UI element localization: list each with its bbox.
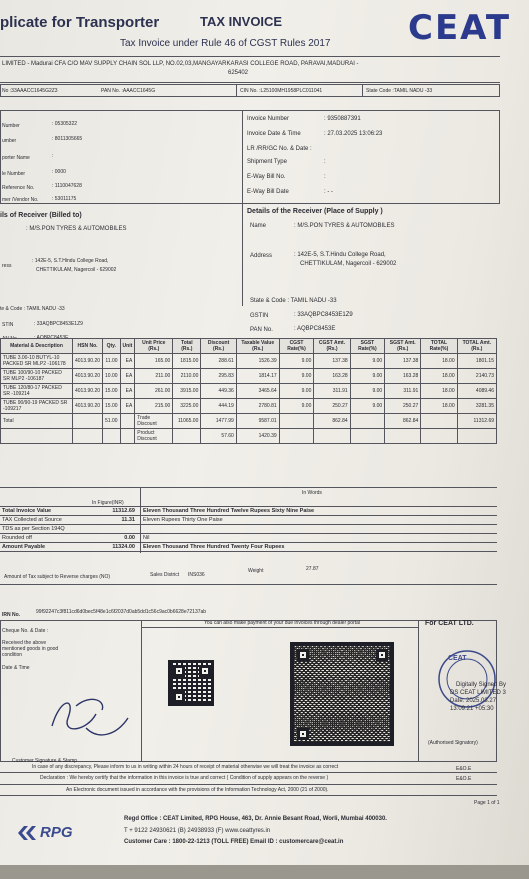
table-cell: 11.00 <box>103 354 121 369</box>
goods-received-note: Received the above mentioned goods in good condition <box>2 640 59 658</box>
customer-signature-label: Customer Signature & Stamp <box>12 758 78 764</box>
table-cell: 3915.00 <box>173 384 201 399</box>
table-cell: 9.00 <box>350 354 385 369</box>
amount-row <box>0 534 497 543</box>
signature-line: Digitally Signed By <box>456 682 507 688</box>
billed-address-line2: CHETTIKULAM, Nagercoil - 629002 <box>36 267 117 273</box>
qr-finder <box>199 665 211 677</box>
item-description: TUBE 90/90-19 PACKED SR -109217 <box>1 399 73 414</box>
column-header: Unit <box>120 339 135 354</box>
table-cell: 1815.00 <box>173 354 201 369</box>
table-cell: 3465.64 <box>236 384 279 399</box>
in-figure-label: In Figure(INR) <box>92 500 124 506</box>
meta-right-value: : <box>324 174 326 180</box>
invoice-date-time: : 27.03.2025 13:06:23 <box>324 131 383 137</box>
payment-note: You can also make payment of your due invoices through dealer portal <box>204 620 361 626</box>
amount-row <box>0 507 497 516</box>
phone-website: T + 9122 24930621 (B) 24938933 (F) www.ceattyres.in <box>124 828 271 834</box>
meta-left-value: : 0000 <box>52 169 66 175</box>
amount-row <box>0 543 497 552</box>
amount-figure: 0.00 <box>124 535 135 541</box>
meta-right-value: : <box>324 159 326 165</box>
irn-value: 99f92247c3f811cd6d0bec5f48e1c6f2037d0ab5dd1c56c9ac0b6628e72137ab <box>36 609 207 615</box>
supplier-pan-no: PAN No. :AAACC1645G <box>101 88 156 94</box>
eoe-note: E&O.E <box>456 776 472 782</box>
ship-address-line1: : 142E-5, S.T.Hindu College Road, <box>294 252 386 258</box>
ship-name: : M/S.PON TYRES & AUTOMOBILES <box>294 223 395 229</box>
amount-in-words: Eleven Rupees Thirty One Paise <box>143 517 223 523</box>
cheque-label: Cheque No. & Date : <box>2 628 49 634</box>
amount-in-words: Nil <box>143 535 150 541</box>
column-header: CGST Amt.(Rs.) <box>314 339 350 354</box>
column-header: TOTAL Amt.(Rs.) <box>457 339 496 354</box>
sales-district-value: INS036 <box>188 572 205 578</box>
page-number: Page 1 of 1 <box>474 800 500 806</box>
supplier-address-line2: 625402 <box>228 70 249 76</box>
amount-figure: 11324.00 <box>112 544 135 550</box>
meta-left-value: : 8011305665 <box>52 136 83 142</box>
table-cell: EA <box>120 399 135 414</box>
qr-finder <box>297 649 309 661</box>
ship-address-line2: CHETTIKULAM, Nagercoil - 629002 <box>300 261 397 267</box>
table-cell: 215.00 <box>135 399 173 414</box>
total-label: Total <box>1 414 73 429</box>
table-cell: 4013.90.20 <box>73 369 103 384</box>
divider <box>236 84 237 97</box>
meta-left-value: : <box>52 153 54 159</box>
declaration-note: Declaration : We hereby certify that the information in this invoice is true and correct ( Condition of supply appears on the reverse ) <box>40 775 329 781</box>
column-header: SGST Rate(%) <box>350 339 385 354</box>
signature-line: DS CEAT LIMITED 3 <box>450 690 506 696</box>
item-description: TUBE 3.00-10 BUTYL-10 PACKED SR MLP2 -106178 <box>1 354 73 369</box>
regd-office: Regd Office : CEAT Limited, RPG House, 463, Dr. Annie Besant Road, Worli, Mumbai 400030. <box>124 816 387 822</box>
meta-left-label: mer /Vendor No. <box>2 197 39 203</box>
billed-gstin-label: STIN <box>2 322 14 328</box>
document-type-title: TAX INVOICE <box>200 14 283 29</box>
billed-name: : M/S.PON TYRES & AUTOMOBILES <box>26 226 127 232</box>
table-cell: 295.83 <box>201 369 236 384</box>
discount-breakdown-row <box>1 429 497 444</box>
meta-left-value: : 53011175 <box>52 196 77 202</box>
column-header: HSN No. <box>73 339 103 354</box>
table-cell: 15.00 <box>103 384 121 399</box>
supplier-gst-no: No :33AAACC1645G2Z3 <box>2 88 58 94</box>
product-discount-label: Product Discount <box>135 429 173 444</box>
column-header: CGST Rate(%) <box>279 339 314 354</box>
column-header: Qty. <box>103 339 121 354</box>
meta-left-label: Number <box>2 123 20 129</box>
qr-finder <box>376 649 388 661</box>
table-cell: 4013.90.20 <box>73 354 103 369</box>
ship-pan-label: PAN No. <box>250 327 273 333</box>
table-cell: 1801.15 <box>457 354 496 369</box>
table-cell: 250.27 <box>385 399 421 414</box>
item-description: TUBE 100/90-10 PACKED SR MLP2 -106187 <box>1 369 73 384</box>
amount-label: Rounded off <box>2 535 32 541</box>
discrepancy-note: In case of any discrepancy, Please inform to us in writing within 24 hours of receipt of material otherwise we will treat the invoice as correct <box>32 764 339 770</box>
table-cell: 444.19 <box>201 399 236 414</box>
seal-brand: CEAT <box>448 655 467 662</box>
document-copy-label: plicate for Transporter <box>0 14 160 31</box>
meta-left-label: Reference No. <box>2 185 35 191</box>
in-words-label: In Words <box>302 490 322 496</box>
signature-line: Date: 2025.03.27 <box>450 698 497 704</box>
amount-row <box>0 525 497 534</box>
table-header-row <box>1 339 497 354</box>
divider <box>418 620 419 762</box>
column-header: SGST Amt.(Rs.) <box>385 339 421 354</box>
table-cell: 250.27 <box>314 399 350 414</box>
grand-total: 11312.69 <box>457 414 496 429</box>
supplier-address-line1: LIMITED - Madurai CFA C/O MAV SUPPLY CHAIN SOL LLP, NO.02,03,MANGAYARKARASI COLLEGE ROAD, PARAVAI,MADURAI - <box>2 61 359 67</box>
table-cell: 18.00 <box>421 354 457 369</box>
total-qty: 51.00 <box>103 414 121 429</box>
table-cell: 211.00 <box>135 369 173 384</box>
qr-finder <box>297 728 309 740</box>
table-cell: 9.00 <box>350 384 385 399</box>
table-total-row <box>1 414 497 429</box>
ship-name-label: Name <box>250 223 267 229</box>
table-cell: EA <box>120 369 135 384</box>
trade-discount-label: Trade Discount <box>135 414 173 429</box>
divider <box>0 56 500 57</box>
total-cgst: 862.84 <box>314 414 350 429</box>
for-ceat-label: For CEAT LTD. <box>425 620 474 627</box>
table-cell: 311.91 <box>314 384 350 399</box>
qr-finder <box>173 691 185 703</box>
amount-label: TDS as per Section 194Q <box>2 526 65 532</box>
column-header: TOTAL Rate(%) <box>421 339 457 354</box>
meta-left-label: umber <box>2 138 17 144</box>
table-cell: 137.38 <box>314 354 350 369</box>
weight-label: Weight <box>248 568 264 574</box>
ship-address-label: Address <box>250 253 273 259</box>
billed-gstin: : 33AQBPC8453E1Z9 <box>34 321 83 327</box>
meta-right-label: E-Way Bill Date <box>247 189 289 195</box>
amount-row <box>0 516 497 525</box>
table-cell: EA <box>120 384 135 399</box>
total-taxable: 9587.01 <box>236 414 279 429</box>
amount-in-words: Eleven Thousand Three Hundred Twelve Rupees Sixty Nine Paise <box>143 508 315 514</box>
table-cell: 9.00 <box>279 354 314 369</box>
date-time-label: Date & Time <box>2 665 30 671</box>
amount-figure: 11312.69 <box>112 508 135 514</box>
column-header: Total (Rs.) <box>173 339 201 354</box>
table-surface <box>0 865 529 879</box>
meta-right-label: Shipment Type <box>247 159 287 165</box>
total-sgst: 862.84 <box>385 414 421 429</box>
divider <box>0 584 497 585</box>
table-cell: 165.00 <box>135 354 173 369</box>
table-row <box>1 354 497 369</box>
table-cell: 311.91 <box>385 384 421 399</box>
customer-signature <box>46 688 136 748</box>
table-cell: 15.00 <box>103 399 121 414</box>
table-cell: 449.36 <box>201 384 236 399</box>
amount-label: TAX Collected at Source <box>2 517 62 523</box>
billed-state: te & Code : TAMIL NADU -33 <box>0 306 65 312</box>
meta-right-label: Invoice Date & Time <box>247 131 301 137</box>
divider <box>141 627 418 628</box>
meta-right-label: E-Way Bill No. <box>247 174 286 180</box>
table-cell: 4089.46 <box>457 384 496 399</box>
table-cell: 137.38 <box>385 354 421 369</box>
rpg-logo-text: RPG <box>40 824 73 841</box>
divider <box>0 795 497 796</box>
ship-gstin-label: GSTIN <box>250 313 269 319</box>
qr-finder <box>173 665 185 677</box>
column-header: Discount (Rs.) <box>201 339 236 354</box>
supplier-state-code: State Code :TAMIL NADU -33 <box>366 88 433 94</box>
total-amount: 11065.00 <box>173 414 201 429</box>
table-cell: 2780.81 <box>236 399 279 414</box>
invoice-number: : 9350887391 <box>324 116 361 122</box>
table-cell: 9.00 <box>350 399 385 414</box>
table-cell: 2140.73 <box>457 369 496 384</box>
table-cell: 10.00 <box>103 369 121 384</box>
meta-left-label: le Number <box>2 171 26 177</box>
table-cell: 2110.00 <box>173 369 201 384</box>
table-cell: 288.61 <box>201 354 236 369</box>
table-cell: 9.00 <box>279 369 314 384</box>
table-cell: 261.00 <box>135 384 173 399</box>
amount-label: Amount Payable <box>2 544 46 550</box>
table-cell: 163.28 <box>385 369 421 384</box>
divider <box>362 84 363 97</box>
meta-left-value: : 05305322 <box>52 121 78 127</box>
ship-gstin: : 33AQBPC8453E1Z9 <box>294 312 353 318</box>
qr-code-small <box>168 660 214 706</box>
ceat-logo: CEAT <box>408 8 512 48</box>
rpg-logo-mark <box>18 826 38 840</box>
table-cell: 18.00 <box>421 399 457 414</box>
table-row <box>1 384 497 399</box>
divider <box>0 487 497 488</box>
table-cell: 4013.90.20 <box>73 399 103 414</box>
divider <box>0 772 497 773</box>
product-discount-value: 1420.39 <box>236 429 279 444</box>
qr-code-signed-invoice <box>290 642 394 746</box>
divider <box>242 110 243 306</box>
table-cell: 1814.17 <box>236 369 279 384</box>
divider <box>0 784 497 785</box>
table-cell: EA <box>120 354 135 369</box>
meta-right-value: : - - <box>324 189 333 195</box>
table-cell: 9.00 <box>279 384 314 399</box>
column-header: Unit Price (Rs.) <box>135 339 173 354</box>
table-cell: 18.00 <box>421 369 457 384</box>
table-cell: 4013.90.20 <box>73 384 103 399</box>
meta-right-label: Invoice Number <box>247 116 290 122</box>
amount-figure: 11.31 <box>121 517 135 523</box>
billed-address-line1: : 142E-5, S.T.Hindu College Road, <box>32 258 109 264</box>
table-cell: 18.00 <box>421 384 457 399</box>
signature-line: 13:09:21 +05:30 <box>450 706 494 712</box>
table-cell: 163.28 <box>314 369 350 384</box>
document-subtitle: Tax Invoice under Rule 46 of CGST Rules 2017 <box>120 38 331 49</box>
divider <box>0 82 500 83</box>
electronic-document-note: An Electronic document issued in accordance with the provisions of the Information Technology Act, 2000 (21 of 2000). <box>66 787 329 793</box>
billed-to-heading: ils of Receiver (Billed to) <box>0 212 82 219</box>
customer-care: Customer Care : 1800-22-1213 (TOLL FREE) Email ID : customercare@ceat.in <box>124 839 344 845</box>
item-description: TUBE 120/80-17 PACKED SR -109214 <box>1 384 73 399</box>
amount-in-words: Eleven Thousand Three Hundred Twenty Four Rupees <box>143 544 285 550</box>
line-items-table <box>0 338 497 444</box>
sales-district-label: Sales District <box>150 572 180 578</box>
table-cell: 9.00 <box>350 369 385 384</box>
meta-right-label: LR /RR/GC No. & Date : <box>247 146 312 152</box>
table-cell: 9.00 <box>279 399 314 414</box>
meta-left-label: porter Name <box>2 155 30 161</box>
meta-left-value: : 1110047628 <box>52 183 82 189</box>
table-row <box>1 399 497 414</box>
total-discount: 1477.99 <box>201 414 236 429</box>
table-row <box>1 369 497 384</box>
eoe-note: E&O.E <box>456 766 472 772</box>
amount-label: Total Invoice Value <box>2 508 52 514</box>
weight-value: 27.87 <box>306 566 319 572</box>
ship-to-heading: Details of the Receiver (Place of Supply ) <box>247 208 383 215</box>
divider <box>141 620 142 762</box>
table-cell: 3281.35 <box>457 399 496 414</box>
ship-pan: : AQBPC8453E <box>294 326 336 332</box>
trade-discount-value: 57.60 <box>201 429 236 444</box>
billed-address-label: ress <box>2 263 12 269</box>
ship-state: State & Code : TAMIL NADU -33 <box>250 298 337 304</box>
table-cell: 3225.00 <box>173 399 201 414</box>
authorised-signatory: (Authorised Signatory) <box>428 740 478 746</box>
supplier-cin-no: CIN No. :L25100MH1958PLC011041 <box>240 88 323 94</box>
column-header: Taxable Value (Rs.) <box>236 339 279 354</box>
irn-label: IRN No. <box>2 612 21 618</box>
reverse-charge-label: Amount of Tax subject to Reverse charges (NO) <box>4 574 111 580</box>
column-header: Material & Description <box>1 339 73 354</box>
table-cell: 1526.39 <box>236 354 279 369</box>
